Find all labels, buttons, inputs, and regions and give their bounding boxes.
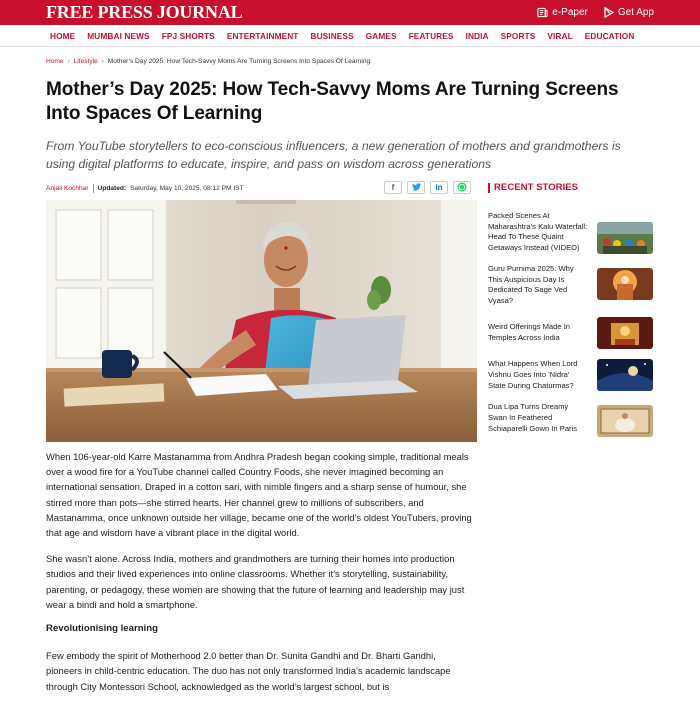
chevron-right-icon: › xyxy=(101,58,104,65)
top-bar xyxy=(0,0,700,25)
article-meta xyxy=(46,184,244,193)
recent-story-item[interactable] xyxy=(488,402,653,437)
nav-mumbai-news[interactable]: MUMBAI NEWS xyxy=(87,30,150,41)
hero-image xyxy=(46,200,477,442)
article-subhead: From YouTube storytellers to eco-conscious influencers, a new generation of mothers and grandmothers is using digital platforms to educate, inspire, and pass on wisdom across generations xyxy=(46,139,621,171)
recent-story-title: Dua Lipa Turns Dreamy Swan In Feathered Schiaparelli Gown In Paris xyxy=(488,402,578,433)
story-thumbnail xyxy=(597,222,653,254)
recent-story-item[interactable] xyxy=(488,359,653,391)
meta-divider xyxy=(93,184,94,193)
story-thumbnail xyxy=(597,359,653,391)
nav-fpj-shorts[interactable]: FPJ SHORTS xyxy=(161,30,215,41)
linkedin-icon: in xyxy=(435,183,443,192)
site-logo[interactable]: FREE PRESS JOURNAL xyxy=(46,2,243,22)
recent-stories-heading xyxy=(488,182,653,193)
story-thumbnail xyxy=(597,268,653,300)
recent-story-title: Weird Offerings Made In Temples Across India xyxy=(488,322,571,342)
section-heading: Revolutionising learning xyxy=(46,623,158,635)
nav-business[interactable]: BUSINESS xyxy=(310,30,354,41)
updated-value: Saturday, May 10, 2025, 08:12 PM IST xyxy=(130,185,244,192)
heading-accent-bar xyxy=(488,183,490,193)
grandmother-laptop-illustration xyxy=(46,200,477,442)
article-paragraph: When 106-year-old Karre Mastanamma from Andhra Pradesh began cooking simple, traditional meals over a wood fire for a YouTube channel called Country Foods, she never imagined becoming an international sensation. Draped in a cotton sari, with nimble fingers and a sharp sense of humour, she stirred more than pots—she stirred hearts. Her channel grew to millions of subscribers, and Mastanamma, once unknown outside her village, became one of the world’s oldest YouTubers, proving that age and wisdom have a vibrant place in the digital world. xyxy=(46,451,472,539)
epaper-button[interactable] xyxy=(537,7,588,18)
breadcrumb-lifestyle[interactable]: Lifestyle xyxy=(73,58,98,65)
breadcrumb-current: Mother’s Day 2025: How Tech-Savvy Moms Are Turning Screens Into Spaces Of Learning xyxy=(107,58,371,65)
top-actions xyxy=(537,7,654,18)
nav-sports[interactable]: SPORTS xyxy=(500,30,536,41)
newspaper-icon xyxy=(537,7,548,18)
nav-entertainment[interactable]: ENTERTAINMENT xyxy=(226,30,299,41)
recent-story-item[interactable] xyxy=(488,317,653,349)
share-linkedin-button[interactable] xyxy=(430,181,448,194)
nav-features[interactable]: FEATURES xyxy=(408,30,454,41)
recent-stories-sidebar xyxy=(488,182,653,437)
recent-story-title: What Happens When Lord Vishnu Goes Into 'Nidra' State During Chaturmas? xyxy=(488,359,578,390)
nav-games[interactable]: GAMES xyxy=(365,30,397,41)
recent-stories-title: RECENT STORIES xyxy=(494,182,579,193)
chevron-right-icon: › xyxy=(67,58,70,65)
share-twitter-button[interactable] xyxy=(407,181,425,194)
facebook-icon: f xyxy=(391,183,395,192)
nav-home[interactable]: HOME xyxy=(50,30,76,41)
main-nav xyxy=(0,25,700,47)
play-store-icon xyxy=(604,7,614,18)
article-headline: Mother’s Day 2025: How Tech-Savvy Moms Are Turning Screens Into Spaces Of Learning xyxy=(46,79,619,124)
get-app-label: Get App xyxy=(617,7,654,18)
twitter-icon xyxy=(412,183,421,193)
article-paragraph: Few embody the spirit of Motherhood 2.0 better than Dr. Sunita Gandhi and Dr. Bharti Gandhi, pioneers in child-centric education. The duo has not only transformed India’s academic landscape through City Montessori School, acknowledged as the world’s largest school, but is xyxy=(46,650,451,692)
story-thumbnail xyxy=(597,317,653,349)
breadcrumb xyxy=(46,58,370,65)
share-facebook-button[interactable] xyxy=(384,181,402,194)
whatsapp-icon xyxy=(457,182,467,194)
epaper-label: e-Paper xyxy=(552,7,588,18)
updated-label: Updated: xyxy=(97,185,127,192)
recent-story-item[interactable] xyxy=(488,264,653,306)
recent-story-title: Guru Purnima 2025: Why This Auspicious Day Is Dedicated To Sage Ved Vyasa? xyxy=(488,264,574,305)
article-paragraph: She wasn’t alone. Across India, mothers and grandmothers are turning their homes into production studios and their lived experiences into online classrooms. Whether it’s storytelling, sustainability, parenting, or pedagogy, these women are showing that the future of learning and leadership may just wear a bindi and hold a smartphone. xyxy=(46,553,465,610)
recent-story-title: Packed Scenes At Maharashtra’s Kalu Waterfall: Head To These Quaint Getaways Instead (VIDEO) xyxy=(488,211,588,252)
nav-viral[interactable]: VIRAL xyxy=(547,30,573,41)
story-thumbnail xyxy=(597,405,653,437)
share-whatsapp-button[interactable] xyxy=(453,181,471,194)
get-app-button[interactable] xyxy=(604,7,654,18)
nav-india[interactable]: INDIA xyxy=(465,30,489,41)
author-link[interactable]: Anjali Kochhar xyxy=(46,185,89,192)
share-buttons xyxy=(384,181,471,194)
article-body xyxy=(46,449,474,705)
breadcrumb-home[interactable]: Home xyxy=(46,58,64,65)
nav-education[interactable]: EDUCATION xyxy=(584,30,635,41)
recent-story-item[interactable] xyxy=(488,205,653,254)
